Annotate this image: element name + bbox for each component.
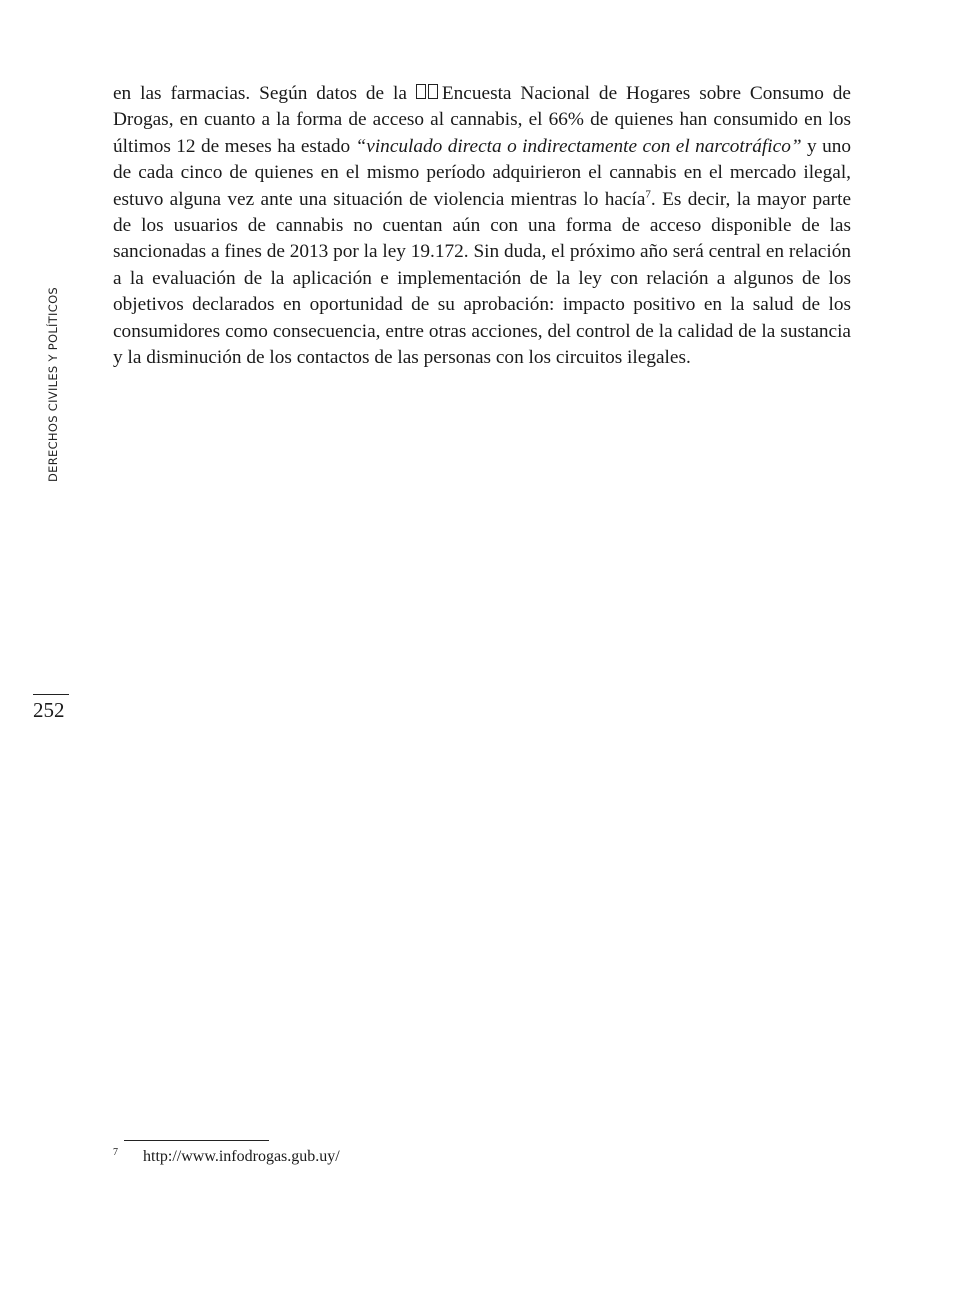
page-number-rule — [33, 694, 69, 695]
footnote-reference[interactable]: 7 — [645, 188, 651, 201]
body-paragraph — [113, 81, 851, 371]
paragraph-text-1: en las farmacias. Según datos de la — [113, 83, 416, 104]
paragraph-text-3: y uno de cada cinco de quienes en el mismo período adquirieron el cannabis en el mercado ilegal, estuvo alguna vez ante una situación de violencia mientras lo hacía — [113, 135, 851, 210]
paragraph-text-4: . Es decir, la mayor parte de los usuarios de cannabis no cuentan aún con una forma de acceso disponible de las sancionadas a fines de 2013 por la ley 19.172. Sin duda, el próximo año será central en relación a la evaluación de la aplicación e implementación de la ley con relación a algunos de los objetivos declarados en oportunidad de su aprobación: impacto positivo en la salud de los consumidores como consecuencia, entre otras acciones, del control de la calidad de la sustancia y la disminución de los contactos de las personas con los circuitos ilegales. — [113, 188, 852, 369]
running-head: DERECHOS CIVILES Y POLÍTICOS — [46, 286, 60, 482]
footnote-link[interactable]: http://www.infodrogas.gub.uy/ — [143, 1148, 340, 1165]
paragraph-text-2: Encuesta Nacional de Hogares sobre Consumo de Drogas, en cuanto a la forma de acceso al cannabis, el 66% de quienes han consumido en los últimos 12 de meses ha estado — [113, 83, 851, 157]
narcotrafico-quote: “vinculado directa o indirectamente con el narcotráfico” — [355, 135, 802, 157]
glyph-placeholder-icon — [416, 84, 440, 101]
footnote-separator — [124, 1140, 269, 1141]
page-number: 252 — [33, 698, 65, 722]
footnote: 7 http://www.infodrogas.gub.uy/ — [113, 1146, 340, 1165]
